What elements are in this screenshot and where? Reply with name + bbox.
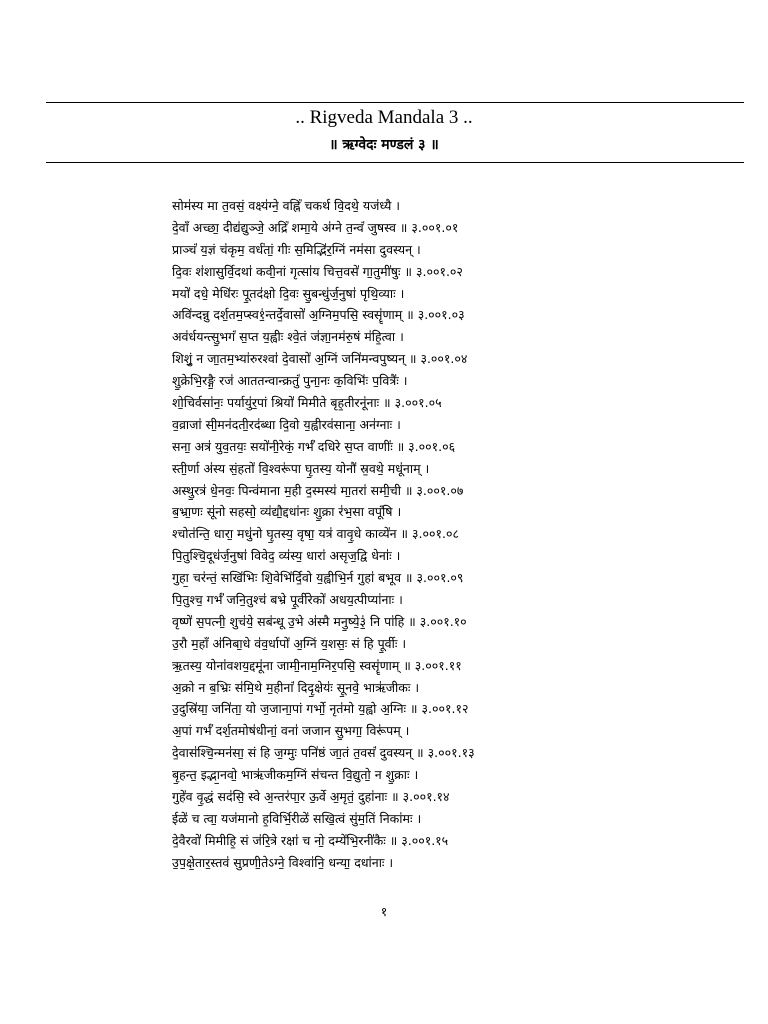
verse-line: दे॒वाँ अच्छा॒ दीद्य॑द्युञ्जे॒ अद्रिं॑ शमा॒ये अ॑ग्ने त॒न्वं॑ जुषस्व ॥ ३.००१.०१ xyxy=(172,219,459,235)
verse-line: मयो॑ दधे॒ मेधि॑रः पू॒तद॑क्षो दि॒वः सु॒बन्धु॑र्ज॒नुषा॑ पृथि॒व्याः । xyxy=(172,285,405,301)
verse-line: ब॒भ्रा॒णः सू॑नो सहसो॒ व्य॑द्यौ॒द्दधा॑नः शु॒क्रा र॑भ॒सा वपूं॑षि । xyxy=(172,504,402,520)
verse-line: अ॒क्रो न ब॒भ्रिः स॑मि॒थे म॒हीनां॑ दिदृ॒क्षेयः॑ सू॒नवे॒ भाऋ॑जीकः । xyxy=(172,679,420,695)
verse-line: बृ॒हन्त॒ इद्भा॒नवो॒ भाऋ॑जीकम॒ग्निं स॑चन्त वि॒द्युतो॒ न शु॒क्राः । xyxy=(172,767,419,783)
page-number: १ xyxy=(380,904,388,919)
verse-line: गुहा॒ चर॑न्तं॒ सखि॑भिः शि॒वेभि॑र्दि॒वो य॒ह्वीभि॒र्न गुहा॑ बभूव ॥ ३.००१.०९ xyxy=(172,570,464,586)
verse-line: पि॒तुश्चि॒दूध॑र्ज॒नुषा॑ विवेद॒ व्य॑स्य॒ धारा॑ असृज॒द्वि धेनाः॑ । xyxy=(172,548,401,564)
verse-line: गुहे॑व वृ॒द्धं सद॑सि॒ स्वे अ॒न्तर॑पा॒र ऊ॒र्वे अ॒मृतं॒ दुहा॑नाः ॥ ३.००१.१४ xyxy=(172,789,450,805)
verse-line: शो॒चिर्वसा॑नः॒ पर्यायु॑र॒पां श्रियो॑ मिमीते बृह॒तीरनू॑नाः ॥ ३.००१.०५ xyxy=(172,395,442,411)
verse-line: दे॒वास॑श्चि॒न्मन॑सा॒ सं हि ज॒ग्मुः पनि॑ष्ठं जा॒तं त॒वसं॑ दुवस्यन् ॥ ३.००१.१३ xyxy=(172,745,475,761)
verse-line: अ॒पां गर्भं॑ दर्श॒तमोष॑धीनां॒ वना॑ जजान सु॒भगा॒ विरू॑पम् । xyxy=(172,723,410,739)
verse-line: दि॒वः श॑शासुर्वि॒दथा॑ कवी॒नां गृत्सा॑य चित्त॒वसे॑ गा॒तुमी॑षुः ॥ ३.००१.०२ xyxy=(172,263,463,279)
verse-line: सोम॑स्य मा त॒वसं॒ वक्ष्य॑ग्ने॒ वह्निं॑ चकर्थ वि॒दथे॒ यज॑ध्यै । xyxy=(172,198,401,213)
verse-line: व॒व्राजा॑ सी॒मन॑दती॒रद॑ब्धा दि॒वो य॒ह्वीरव॑साना॒ अन॑ग्नाः । xyxy=(172,416,401,432)
verse-line: ऋ॒तस्य॒ योना॑वशय॒द्दमू॑ना जामी॒नाम॒ग्निर॒पसि॒ स्वसॄ॑णाम् ॥ ३.००१.११ xyxy=(172,657,462,673)
verse-list xyxy=(172,195,744,874)
verse-line: प्राञ्चं॑ य॒ज्ञं च॑कृम॒ वर्ध॑तां॒ गीः स॒मिद्भि॑र॒ग्निं नम॑सा दुवस्यन् । xyxy=(172,241,421,257)
verse-line: वृष्णे॑ स॒पत्नी॒ शुच॑ये॒ सब॑न्धू उ॒भे अ॑स्मै मनु॒ष्ये॒३॒॑ नि पा॑हि ॥ ३.००१.१० xyxy=(172,613,467,629)
verse-line: श्चोत॑न्ति॒ धारा॒ मधु॑नो घृ॒तस्य॒ वृषा॒ यत्र॑ वावृ॒धे काव्ये॑न ॥ ३.००१.०८ xyxy=(172,526,459,542)
page-title: .. Rigveda Mandala 3 .. xyxy=(295,107,473,128)
header-bottom-rule xyxy=(46,162,744,163)
verse-line: स्ती॒र्णा अ॑स्य सं॒हतो॑ वि॒श्वरू॑पा घृ॒तस्य॒ योनौ॑ स्र॒वथे॒ मधू॑नाम् । xyxy=(172,460,430,476)
verse-line: शु॒क्रेभि॒रङ्गै॒ रज॑ आततन्वान्क्रतुं॑ पुना॒नः क॒विभिः॑ प॒वित्रैः॑ । xyxy=(172,373,408,389)
verse-line: उ॒दुस्रि॑या॒ जनि॑ता॒ यो ज॒जाना॒पां गर्भो॒ नृत॑मो य॒ह्वो अ॒ग्निः ॥ ३.००१.१२ xyxy=(172,701,469,717)
verse-line: अव॑र्धयन्त्सु॒भगं॑ स॒प्त य॒ह्वीः श्वे॒तं ज॑ज्ञा॒नम॑रु॒षं म॑हि॒त्वा । xyxy=(172,329,404,345)
header-top-rule xyxy=(46,102,744,103)
verse-line: शिशुं॒ न जा॒तम॒भ्या॑रुरश्वा॑ दे॒वासो॑ अ॒ग्निं जनि॑मन्वपुष्यन् ॥ ३.००१.०४ xyxy=(172,351,468,367)
verse-line: ईळे॑ च त्वा॒ यज॑मानो ह॒विर्भि॒रीळे॑ सखि॒त्वं सु॑म॒तिं निका॑मः । xyxy=(172,810,422,826)
verse-line: अस्थु॒रत्र॑ धे॒नवः॒ पिन्व॑माना म॒ही द॒स्मस्य॑ मा॒तरा॑ समी॒ची ॥ ३.००१.०७ xyxy=(172,482,464,498)
verse-line: पि॒तुश्च॒ गर्भं॑ जनि॒तुश्च॑ बभ्रे पू॒र्वीरेको॑ अधय॒त्पीप्या॑नाः । xyxy=(172,592,403,608)
verse-line: उ॒प॒क्षे॒तार॒स्तव॑ सुप्रणी॒तेऽग्ने॒ विश्वा॑नि॒ धन्या॒ दधा॑नाः । xyxy=(172,854,394,870)
verse-line: दे॒वैरवो॑ मिमीहि॒ सं ज॑रि॒त्रे रक्षा॑ च नो॒ दम्ये॑भि॒रनी॑कैः ॥ ३.००१.१५ xyxy=(172,832,449,848)
verse-line: अवि॑न्दन्नु दर्श॒तम॒प्स्व१॒॑न्तर्दे॒वासो॑ अ॒ग्निम॒पसि॒ स्वसॄ॑णाम् ॥ ३.००१.०३ xyxy=(172,307,465,323)
page-subtitle: ॥ ऋग्वेदः मण्डलं ३ ॥ xyxy=(329,137,439,153)
verse-line: सना॒ अत्र॑ युव॒तयः॒ सयो॑नी॒रेकं॒ गर्भं॑ दधिरे स॒प्त वाणीः॑ ॥ ३.००१.०६ xyxy=(172,438,456,454)
verse-line: उ॒रौ म॒हाँ अ॑निबा॒धे व॑व॒र्धापो॑ अ॒ग्निं य॒शसः॒ सं हि पू॒र्वीः । xyxy=(172,635,407,651)
